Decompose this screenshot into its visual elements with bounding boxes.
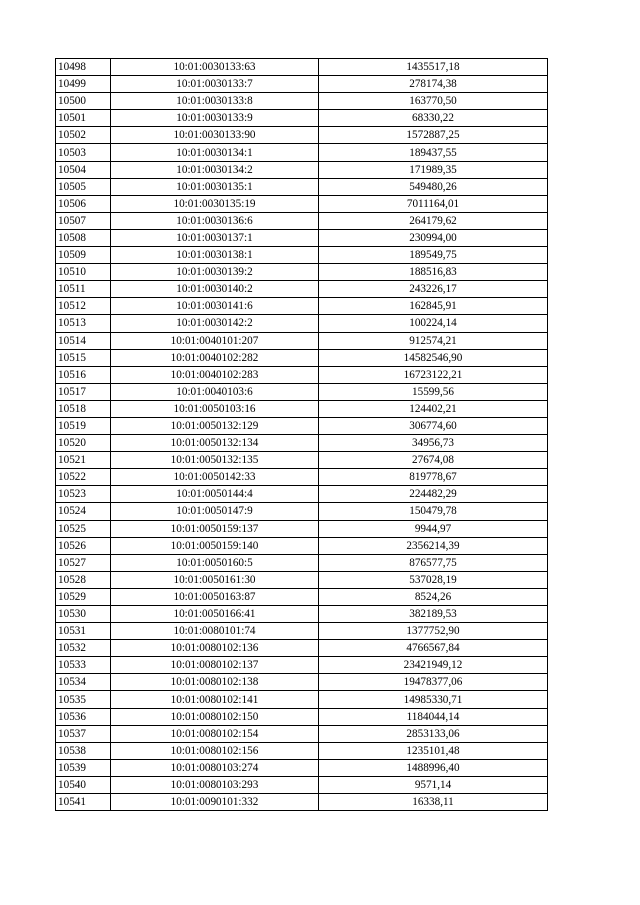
cadastral-value-cell: 819778,67 bbox=[319, 469, 548, 486]
table-row bbox=[56, 452, 548, 469]
row-number-cell: 10498 bbox=[56, 59, 111, 76]
cadastral-number-cell: 10:01:0050103:16 bbox=[111, 400, 319, 417]
row-number-cell: 10500 bbox=[56, 93, 111, 110]
table-row bbox=[56, 571, 548, 588]
row-number-cell: 10529 bbox=[56, 588, 111, 605]
table-row bbox=[56, 76, 548, 93]
cadastral-value-cell: 162845,91 bbox=[319, 298, 548, 315]
cadastral-value-cell: 16338,11 bbox=[319, 794, 548, 811]
table-row bbox=[56, 349, 548, 366]
table-row bbox=[56, 281, 548, 298]
cadastral-number-cell: 10:01:0030138:1 bbox=[111, 247, 319, 264]
cadastral-number-cell: 10:01:0080103:274 bbox=[111, 759, 319, 776]
row-number-cell: 10535 bbox=[56, 691, 111, 708]
cadastral-value-cell: 1435517,18 bbox=[319, 59, 548, 76]
table-row bbox=[56, 298, 548, 315]
cadastral-number-cell: 10:01:0080102:137 bbox=[111, 657, 319, 674]
table-row bbox=[56, 520, 548, 537]
cadastral-value-cell: 1488996,40 bbox=[319, 759, 548, 776]
cadastral-value-cell: 7011164,01 bbox=[319, 195, 548, 212]
cadastral-number-cell: 10:01:0050132:129 bbox=[111, 417, 319, 434]
row-number-cell: 10517 bbox=[56, 383, 111, 400]
cadastral-value-cell: 68330,22 bbox=[319, 110, 548, 127]
row-number-cell: 10516 bbox=[56, 366, 111, 383]
cadastral-value-cell: 19478377,06 bbox=[319, 674, 548, 691]
cadastral-number-cell: 10:01:0050166:41 bbox=[111, 606, 319, 623]
table-row bbox=[56, 691, 548, 708]
row-number-cell: 10506 bbox=[56, 195, 111, 212]
row-number-cell: 10532 bbox=[56, 640, 111, 657]
cadastral-value-cell: 16723122,21 bbox=[319, 366, 548, 383]
cadastral-number-cell: 10:01:0080102:141 bbox=[111, 691, 319, 708]
cadastral-number-cell: 10:01:0080102:154 bbox=[111, 725, 319, 742]
table-row bbox=[56, 110, 548, 127]
cadastral-number-cell: 10:01:0030133:9 bbox=[111, 110, 319, 127]
cadastral-number-cell: 10:01:0050132:134 bbox=[111, 435, 319, 452]
row-number-cell: 10525 bbox=[56, 520, 111, 537]
table-row bbox=[56, 247, 548, 264]
row-number-cell: 10541 bbox=[56, 794, 111, 811]
cadastral-number-cell: 10:01:0050161:30 bbox=[111, 571, 319, 588]
row-number-cell: 10536 bbox=[56, 708, 111, 725]
cadastral-value-cell: 537028,19 bbox=[319, 571, 548, 588]
cadastral-value-cell: 15599,56 bbox=[319, 383, 548, 400]
row-number-cell: 10522 bbox=[56, 469, 111, 486]
row-number-cell: 10499 bbox=[56, 76, 111, 93]
row-number-cell: 10512 bbox=[56, 298, 111, 315]
row-number-cell: 10508 bbox=[56, 229, 111, 246]
table-row bbox=[56, 486, 548, 503]
cadastral-number-cell: 10:01:0030137:1 bbox=[111, 229, 319, 246]
cadastral-value-cell: 243226,17 bbox=[319, 281, 548, 298]
table-row bbox=[56, 708, 548, 725]
table-row bbox=[56, 503, 548, 520]
cadastral-value-cell: 876577,75 bbox=[319, 554, 548, 571]
cadastral-value-cell: 9944,97 bbox=[319, 520, 548, 537]
table-row bbox=[56, 794, 548, 811]
row-number-cell: 10502 bbox=[56, 127, 111, 144]
cadastral-value-cell: 163770,50 bbox=[319, 93, 548, 110]
table-row bbox=[56, 178, 548, 195]
table-row bbox=[56, 332, 548, 349]
table-row bbox=[56, 674, 548, 691]
cadastral-number-cell: 10:01:0090101:332 bbox=[111, 794, 319, 811]
row-number-cell: 10509 bbox=[56, 247, 111, 264]
cadastral-number-cell: 10:01:0080102:156 bbox=[111, 742, 319, 759]
cadastral-number-cell: 10:01:0050159:137 bbox=[111, 520, 319, 537]
row-number-cell: 10526 bbox=[56, 537, 111, 554]
cadastral-number-cell: 10:01:0080102:138 bbox=[111, 674, 319, 691]
cadastral-value-cell: 23421949,12 bbox=[319, 657, 548, 674]
table-row bbox=[56, 640, 548, 657]
table-row bbox=[56, 606, 548, 623]
cadastral-value-cell: 4766567,84 bbox=[319, 640, 548, 657]
row-number-cell: 10539 bbox=[56, 759, 111, 776]
cadastral-value-cell: 8524,26 bbox=[319, 588, 548, 605]
cadastral-value-cell: 230994,00 bbox=[319, 229, 548, 246]
table-row bbox=[56, 537, 548, 554]
row-number-cell: 10538 bbox=[56, 742, 111, 759]
row-number-cell: 10514 bbox=[56, 332, 111, 349]
table-row bbox=[56, 212, 548, 229]
table-row bbox=[56, 366, 548, 383]
cadastral-value-cell: 14985330,71 bbox=[319, 691, 548, 708]
cadastral-value-cell: 1235101,48 bbox=[319, 742, 548, 759]
table-row bbox=[56, 144, 548, 161]
table-row bbox=[56, 588, 548, 605]
cadastral-number-cell: 10:01:0030140:2 bbox=[111, 281, 319, 298]
row-number-cell: 10515 bbox=[56, 349, 111, 366]
cadastral-number-cell: 10:01:0030133:7 bbox=[111, 76, 319, 93]
row-number-cell: 10505 bbox=[56, 178, 111, 195]
row-number-cell: 10504 bbox=[56, 161, 111, 178]
table-row bbox=[56, 195, 548, 212]
table-row bbox=[56, 435, 548, 452]
cadastral-value-cell: 912574,21 bbox=[319, 332, 548, 349]
cadastral-value-cell: 549480,26 bbox=[319, 178, 548, 195]
cadastral-value-cell: 9571,14 bbox=[319, 776, 548, 793]
table-row bbox=[56, 93, 548, 110]
cadastral-number-cell: 10:01:0080102:150 bbox=[111, 708, 319, 725]
table-row bbox=[56, 776, 548, 793]
row-number-cell: 10531 bbox=[56, 623, 111, 640]
table-row bbox=[56, 383, 548, 400]
table-row bbox=[56, 725, 548, 742]
row-number-cell: 10503 bbox=[56, 144, 111, 161]
cadastral-number-cell: 10:01:0080101:74 bbox=[111, 623, 319, 640]
table-row bbox=[56, 623, 548, 640]
table-row bbox=[56, 127, 548, 144]
cadastral-number-cell: 10:01:0050142:33 bbox=[111, 469, 319, 486]
cadastral-value-table bbox=[55, 58, 548, 811]
table-row bbox=[56, 315, 548, 332]
table-row bbox=[56, 554, 548, 571]
row-number-cell: 10534 bbox=[56, 674, 111, 691]
row-number-cell: 10527 bbox=[56, 554, 111, 571]
cadastral-value-cell: 188516,83 bbox=[319, 264, 548, 281]
row-number-cell: 10540 bbox=[56, 776, 111, 793]
table-row bbox=[56, 229, 548, 246]
cadastral-value-cell: 100224,14 bbox=[319, 315, 548, 332]
cadastral-number-cell: 10:01:0050132:135 bbox=[111, 452, 319, 469]
cadastral-number-cell: 10:01:0050163:87 bbox=[111, 588, 319, 605]
cadastral-number-cell: 10:01:0030141:6 bbox=[111, 298, 319, 315]
row-number-cell: 10519 bbox=[56, 417, 111, 434]
cadastral-value-cell: 1184044,14 bbox=[319, 708, 548, 725]
row-number-cell: 10530 bbox=[56, 606, 111, 623]
table-row bbox=[56, 264, 548, 281]
cadastral-value-cell: 278174,38 bbox=[319, 76, 548, 93]
cadastral-value-cell: 1572887,25 bbox=[319, 127, 548, 144]
row-number-cell: 10520 bbox=[56, 435, 111, 452]
cadastral-value-cell: 2356214,39 bbox=[319, 537, 548, 554]
table-row bbox=[56, 742, 548, 759]
cadastral-number-cell: 10:01:0030133:90 bbox=[111, 127, 319, 144]
cadastral-number-cell: 10:01:0030133:63 bbox=[111, 59, 319, 76]
cadastral-value-cell: 264179,62 bbox=[319, 212, 548, 229]
cadastral-number-cell: 10:01:0050160:5 bbox=[111, 554, 319, 571]
row-number-cell: 10528 bbox=[56, 571, 111, 588]
cadastral-value-cell: 306774,60 bbox=[319, 417, 548, 434]
table-row bbox=[56, 759, 548, 776]
cadastral-number-cell: 10:01:0030134:2 bbox=[111, 161, 319, 178]
cadastral-number-cell: 10:01:0050147:9 bbox=[111, 503, 319, 520]
row-number-cell: 10533 bbox=[56, 657, 111, 674]
row-number-cell: 10523 bbox=[56, 486, 111, 503]
table-row bbox=[56, 469, 548, 486]
cadastral-number-cell: 10:01:0030139:2 bbox=[111, 264, 319, 281]
row-number-cell: 10518 bbox=[56, 400, 111, 417]
row-number-cell: 10524 bbox=[56, 503, 111, 520]
cadastral-value-cell: 124402,21 bbox=[319, 400, 548, 417]
table-row bbox=[56, 657, 548, 674]
table-row bbox=[56, 400, 548, 417]
cadastral-number-cell: 10:01:0030135:19 bbox=[111, 195, 319, 212]
cadastral-value-cell: 34956,73 bbox=[319, 435, 548, 452]
cadastral-value-cell: 189437,55 bbox=[319, 144, 548, 161]
cadastral-number-cell: 10:01:0050144:4 bbox=[111, 486, 319, 503]
row-number-cell: 10511 bbox=[56, 281, 111, 298]
row-number-cell: 10537 bbox=[56, 725, 111, 742]
cadastral-number-cell: 10:01:0050159:140 bbox=[111, 537, 319, 554]
table-row bbox=[56, 161, 548, 178]
cadastral-number-cell: 10:01:0030142:2 bbox=[111, 315, 319, 332]
cadastral-number-cell: 10:01:0080103:293 bbox=[111, 776, 319, 793]
cadastral-number-cell: 10:01:0030136:6 bbox=[111, 212, 319, 229]
cadastral-value-cell: 27674,08 bbox=[319, 452, 548, 469]
cadastral-value-cell: 382189,53 bbox=[319, 606, 548, 623]
cadastral-number-cell: 10:01:0030134:1 bbox=[111, 144, 319, 161]
cadastral-value-cell: 150479,78 bbox=[319, 503, 548, 520]
cadastral-value-cell: 14582546,90 bbox=[319, 349, 548, 366]
cadastral-number-cell: 10:01:0030133:8 bbox=[111, 93, 319, 110]
cadastral-number-cell: 10:01:0030135:1 bbox=[111, 178, 319, 195]
cadastral-number-cell: 10:01:0040103:6 bbox=[111, 383, 319, 400]
row-number-cell: 10521 bbox=[56, 452, 111, 469]
table-row bbox=[56, 59, 548, 76]
cadastral-number-cell: 10:01:0040102:282 bbox=[111, 349, 319, 366]
cadastral-number-cell: 10:01:0080102:136 bbox=[111, 640, 319, 657]
table-row bbox=[56, 417, 548, 434]
row-number-cell: 10513 bbox=[56, 315, 111, 332]
table-body bbox=[56, 59, 548, 811]
row-number-cell: 10501 bbox=[56, 110, 111, 127]
cadastral-value-cell: 171989,35 bbox=[319, 161, 548, 178]
cadastral-value-cell: 189549,75 bbox=[319, 247, 548, 264]
cadastral-number-cell: 10:01:0040101:207 bbox=[111, 332, 319, 349]
cadastral-number-cell: 10:01:0040102:283 bbox=[111, 366, 319, 383]
cadastral-value-cell: 1377752,90 bbox=[319, 623, 548, 640]
cadastral-value-cell: 224482,29 bbox=[319, 486, 548, 503]
row-number-cell: 10507 bbox=[56, 212, 111, 229]
row-number-cell: 10510 bbox=[56, 264, 111, 281]
cadastral-value-cell: 2853133,06 bbox=[319, 725, 548, 742]
